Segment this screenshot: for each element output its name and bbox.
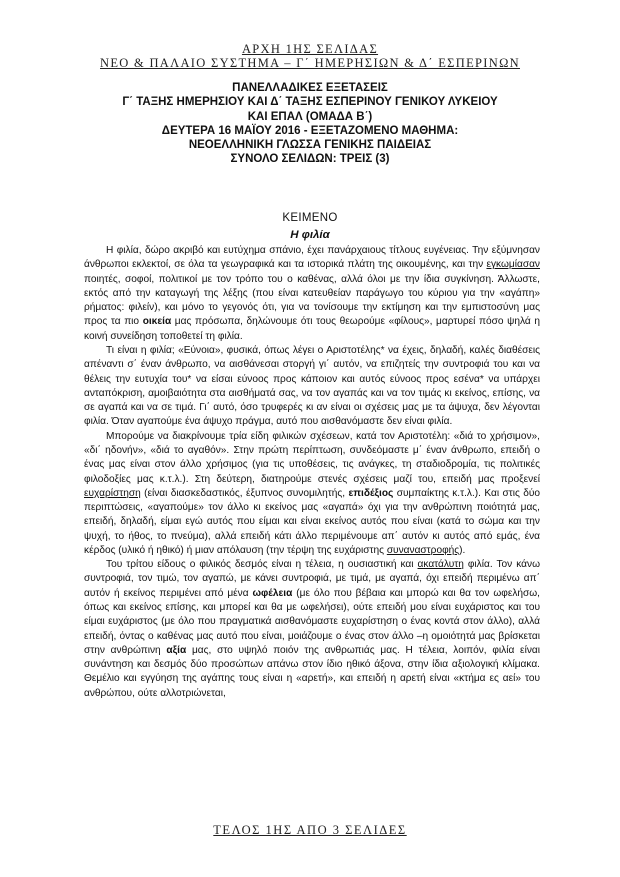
underlined-term: ευχαρίστηση — [84, 487, 141, 499]
paragraph-1: Η φιλία, δώρο ακριβό και ευτύχημα σπάνιο, έχει πανάρχαιους τίτλους ευγένειας. Την εξύμνησαν άνθρωποι εκλεκτοί, σε όλα τα γεωγραφικά και τα ιστορικά πλάτη της οικουμένης, και την εγκωμίασαν ποιητές, σοφοί, πολιτικοί με τον τρόπο του ο καθένας, αλλά όλοι με την ίδια συγκίνηση. Άλλωστε, εκτός από την καταγωγή της λέξης (που είναι κατευθείαν παράγωγο του κύριου για την «αγάπη» ρήματος: φιλείν), και μόνο το γεγονός ότι, για να τονίσουμε την εκτίμηση και την εμπιστοσύνη μας προς τα πιο οικεία μας πρόσωπα, δηλώνουμε ότι τους θεωρούμε «φίλους», μαρτυρεί πόσο ψηλά η κοινή συνείδηση τοποθετεί τη φιλία. — [84, 245, 540, 342]
bold-term: επιδέξιος — [348, 487, 394, 499]
paragraph-2: Τι είναι η φιλία; «Εύνοια», φυσικά, όπως λέγει ο Αριστοτέλης* να έχεις, δηλαδή, καλές διαθέσεις απέναντι σ΄ έναν άνθρωπο, να αισθάνεσαι στοργή γι΄ αυτόν, να επιζητείς την συντροφιά του και να θέλεις την ευτυχία του* να είσαι εύνοος προς κάποιον και αυτός εύνοος προς εσένα* να υπάρχει ανταπόκριση, αμοιβαιότητα στα αισθήματά σας, να τον αγαπάς και να τον τιμάς κι εκείνος, επίσης, να σε αγαπά και να σε τιμά. Γι΄ αυτό, όσο τρυφερές κι αν είναι οι σχέσεις μας με τα άψυχα, δεν λέγονται φιλία. Όταν αγαπούμε ένα άψυχο πράγμα, αυτό που αισθανόμαστε δεν είναι φιλία. — [84, 344, 540, 428]
exam-line-5: ΝΕΟΕΛΛΗΝΙΚΗ ΓΛΩΣΣΑ ΓΕΝΙΚΗΣ ΠΑΙΔΕΙΑΣ — [188, 139, 432, 152]
text-body — [84, 244, 540, 701]
bold-term: ωφέλεια — [252, 587, 293, 599]
bold-term: αξία — [166, 644, 187, 656]
bold-term: οικεία — [142, 316, 172, 328]
text-heading: ΚΕΙΜΕΝΟ — [282, 212, 338, 224]
exam-line-2: Γ΄ ΤΑΞΗΣ ΗΜΕΡΗΣΙΟΥ ΚΑΙ Δ΄ ΤΑΞΗΣ ΕΣΠΕΡΙΝΟΥ ΓΕΝΙΚΟΥ ΛΥΚΕΙΟΥ — [122, 96, 498, 109]
system-label: ΝΕΟ & ΠΑΛΑΙΟ ΣΥΣΤΗΜΑ – Γ΄ ΗΜΕΡΗΣΙΩΝ & Δ΄ ΕΣΠΕΡΙΝΩΝ — [100, 56, 520, 70]
paragraph-3: Μπορούμε να διακρίνουμε τρία είδη φιλικών σχέσεων, κατά τον Αριστοτέλη: «διά το χρήσιμον», «δι΄ ηδονήν», «διά το αγαθόν». Στην πρώτη περίπτωση, συνδεόμαστε μ΄ έναν άνθρωπο, επειδή ο ένας μας είναι στον άλλο χρήσιμος (για τις υποθέσεις, τις ανάγκες, τη σταδιοδρομία, τις πολιτικές φιλοδοξίες μας κ.τ.λ.). Στη δεύτερη, διατηρούμε στενές σχέσεις μαζί του, επειδή μας προξενεί ευχαρίστηση (είναι διασκεδαστικός, έξυπνος συνομιλητής, επιδέξιος συμπαίκτης κ.τ.λ.). Και στις δύο περιπτώσεις, «αγαπούμε» τον άλλο κι εκείνος μας «αγαπά» όχι για την ανθρώπινη ποιότητά μας, επειδή, δηλαδή, είμαι εγώ αυτός που είμαι και είναι εκείνος αυτός που είναι (κατά το σώμα και την ψυχή, το ήθος, το πνεύμα), αλλά επειδή κάτι άλλο περιμένουμε απ΄ αυτόν κι αυτός από εμάς, ένα κέρδος (υλικό ή ηθικό) ή μιαν απόλαυση (την τέρψη της ευχάριστης συναναστροφής). — [84, 430, 540, 556]
underlined-term: ακατάλυτη — [417, 559, 464, 571]
exam-line-3: ΚΑΙ ΕΠΑΛ (ΟΜΑΔΑ Β΄) — [247, 110, 373, 123]
exam-info-block — [0, 81, 620, 167]
page-start-label: ΑΡΧΗ 1ΗΣ ΣΕΛΙΔΑΣ — [241, 42, 379, 56]
underlined-term: εγκωμίασαν — [486, 259, 540, 271]
paragraph-4: Του τρίτου είδους ο φιλικός δεσμός είναι η τέλεια, η ουσιαστική και ακατάλυτη φιλία. Τον κάνω συντροφιά, τον τιμώ, τον αγαπώ, με κάνει συντροφιά, με τιμά, με αγαπά, όχι επειδή περιμένω απ΄ αυτόν ή εκείνος περιμένει από μένα ωφέλεια (με όλο που βέβαια και μπορώ και θα τον ωφελήσω, όπως και εκείνος επίσης, και μπορεί και θα με ωφελήσει), ούτε επειδή μου είναι ευχάριστος και του είμαι ευχάριστος (με όλο που πραγματικά αισθανόμαστε ευχαρίστηση ο ένας κοντά στον άλλο), αλλά επειδή, όντας ο καθένας μας αυτό που είναι, μοιάζουμε ο ένας στον άλλο –η ομοιότητά μας βρίσκεται στην ανθρώπινη αξία μας, στο υψηλό ποιόν της ανθρωπιάς μας. Η τέλεια, λοιπόν, φιλία είναι συνάντηση και δεσμός δύο προσώπων απάνω στον ίδιο ηθικό άξονα, στην ίδια αξιολογική κλίμακα. Θεμέλιο και εγγύηση της αγάπης τους είναι η «αρετή», και επειδή η αρετή είναι «κτήμα ες αεί» του ανθρώπου, ούτε αλλοτριώνεται, — [84, 559, 540, 699]
underlined-term: συναναστροφής — [386, 544, 460, 556]
exam-line-4: ΔΕΥΤΕΡΑ 16 ΜΑΪΟΥ 2016 - ΕΞΕΤΑΖΟΜΕΝΟ ΜΑΘΗΜΑ: — [161, 124, 459, 137]
exam-line-1: ΠΑΝΕΛΛΑΔΙΚΕΣ ΕΞΕΤΑΣΕΙΣ — [232, 82, 388, 94]
system-header — [0, 56, 620, 70]
page-start-header — [0, 42, 620, 56]
exam-line-6: ΣΥΝΟΛΟ ΣΕΛΙΔΩΝ: ΤΡΕΙΣ (3) — [230, 153, 390, 166]
page-footer — [0, 823, 620, 838]
text-title: Η φιλία — [290, 229, 330, 241]
page-end-label: ΤΕΛΟΣ 1ΗΣ ΑΠΟ 3 ΣΕΛΙΔΕΣ — [213, 823, 407, 837]
